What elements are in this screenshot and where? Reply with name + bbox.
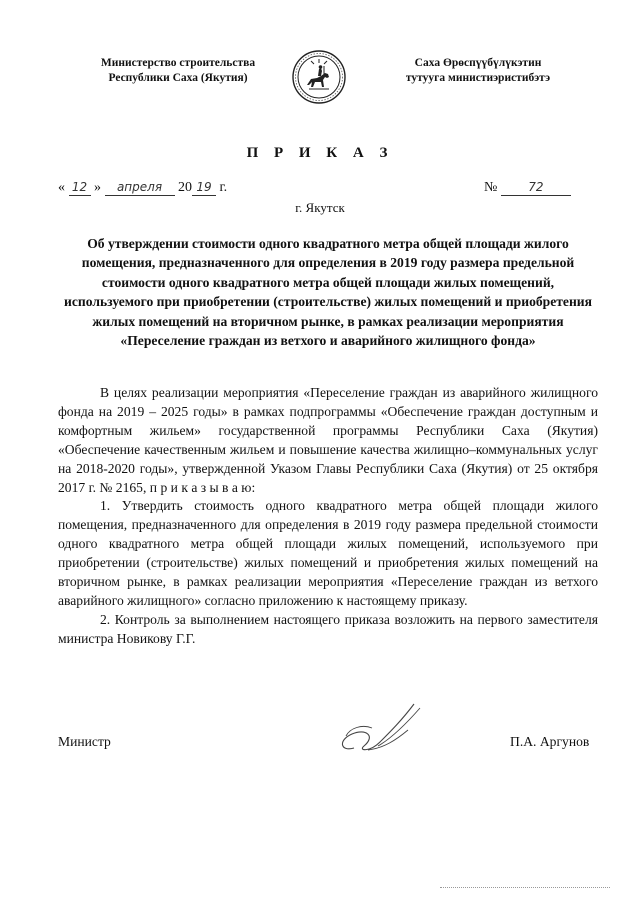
date-open-quote: « — [58, 180, 65, 195]
city: г. Якутск — [295, 200, 345, 215]
sakha-coat-of-arms-icon — [291, 49, 347, 105]
paragraph-preamble: В целях реализации мероприятия «Переселение граждан из аварийного жилищного фонда на 2019 – 2025 годы» в рамках подпрограммы «Обеспечение граждан доступным и комфортным жильем» государственной программы Республики Саха (Якутия) «Обеспечение качественным жильем и повышение качества жилищно–коммунальных услуг на 2018-2020 годы», утвержденной Указом Главы Республики Саха (Якутия) от 25 октября 2017 г. № 2165, п р и к а з ы в а ю: — [58, 385, 598, 495]
document-title: П Р И К А З — [246, 145, 394, 161]
ministry-name-sakha-line1: Саха Өрөспүүбүлүкэтин — [414, 57, 542, 69]
order-subject: Об утверждении стоимости одного квадратного метра общей площади жилого помещения, предназначенного для определения в 2019 году размера предельной стоимости одного квадратного метра общей площади жилых помещений, используемого при приобретении (строительстве) жилых помещений и приобретения жилых помещений на вторичном рынке, в рамках реализации мероприятия «Переселение граждан из ветхого и аварийного жилищного фонда» — [64, 236, 592, 349]
ministry-name-line1: Министерство строительства — [100, 57, 256, 69]
signer-position: Министр — [58, 734, 111, 749]
footer-divider — [440, 887, 610, 888]
number-prefix: № — [484, 180, 498, 195]
date-year-unit: г. — [219, 180, 228, 195]
date-day: 12 — [69, 180, 91, 196]
handwritten-signature-icon — [332, 690, 442, 770]
date-close-quote: » — [94, 180, 101, 195]
ministry-name-line2: Республики Саха (Якутия) — [108, 72, 248, 84]
date-year-suffix: 19 — [192, 180, 216, 196]
paragraph-item-1: 1. Утвердить стоимость одного квадратного метра общей площади жилого помещения, предназначенного для определения в 2019 году размера предельной стоимости одного квадратного метра общей площади жилых помещений, используемого при приобретении (строительстве) жилых помещений и приобретения жилых помещений на вторичном рынке, в рамках реализации мероприятия «Переселение граждан из ветхого аварийного жилищного» согласно приложению к настоящему приказу. — [58, 498, 598, 608]
date-year-prefix: 20 — [178, 180, 192, 195]
number-value: 72 — [501, 180, 571, 196]
order-body — [58, 384, 598, 649]
ministry-name-sakha — [378, 56, 578, 86]
ministry-name-russian — [78, 56, 278, 86]
ministry-name-sakha-line2: тутуугa министиэристибэтэ — [405, 72, 551, 84]
paragraph-item-2: 2. Контроль за выполнением настоящего приказа возложить на первого заместителя министра Новикову Г.Г. — [58, 611, 598, 646]
order-date — [58, 180, 278, 202]
date-month: апреля — [105, 180, 175, 196]
order-number — [484, 180, 594, 202]
signer-name: П.А. Аргунов — [510, 734, 590, 749]
